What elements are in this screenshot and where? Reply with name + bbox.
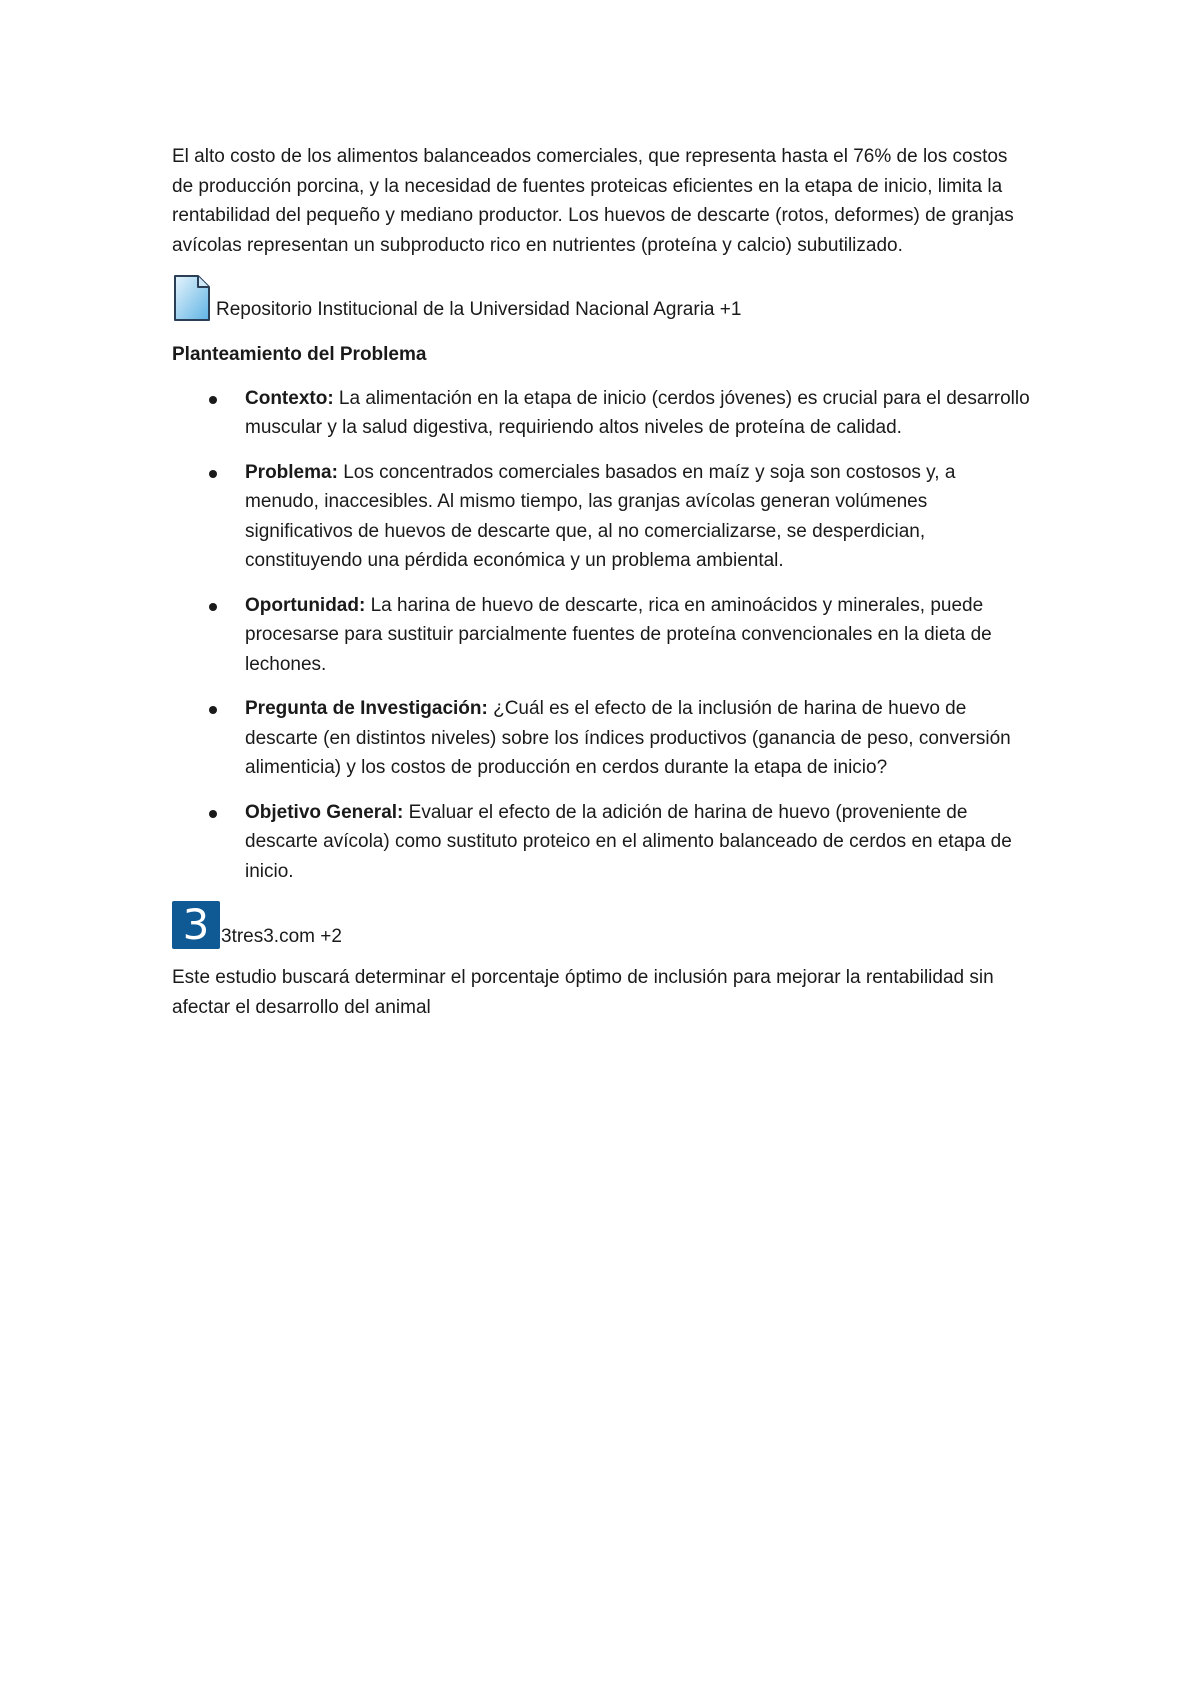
list-item [172,591,1032,680]
list-item [172,798,1032,887]
bullet-text: La alimentación en la etapa de inicio (cerdos jóvenes) es crucial para el desarrollo muscular y la salud digestiva, requiriendo altos niveles de proteína de calidad. [245,387,1030,438]
source-citation-repositorio[interactable] [172,274,1032,322]
bullet-dot [209,470,217,478]
source-citation-text: Repositorio Institucional de la Universidad Nacional Agraria +1 [216,299,742,320]
list-item [172,694,1032,783]
bullet-text: ¿Cuál es el efecto de la inclusión de harina de huevo de descarte (en distintos niveles) sobre los índices productivos (ganancia de peso, conversión alimenticia) y los costos de producción en cerdos durante la etapa de inicio? [245,698,1011,778]
document-body [172,142,1032,1022]
bullet-label: Oportunidad: [245,594,366,616]
bullet-dot [209,706,217,714]
list-item [172,384,1032,443]
bullet-dot [209,603,217,611]
list-item [172,458,1032,576]
closing-paragraph: Este estudio buscará determinar el porcentaje óptimo de inclusión para mejorar la rentabilidad sin afectar el desarrollo del animal [172,967,994,1018]
bullet-label: Problema: [245,461,338,483]
document-icon [172,274,212,322]
bullet-text: Evaluar el efecto de la adición de harina de huevo (proveniente de descarte avícola) como sustituto proteico en el alimento balanceado de cerdos en etapa de inicio. [245,801,1012,882]
bullet-text: Los concentrados comerciales basados en maíz y soja son costosos y, a menudo, inaccesibles. Al mismo tiempo, las granjas avícolas generan volúmenes significativos de huevos de descarte que, al no comercializarse, se desperdician, constituyendo una pérdida económica y un problema ambiental. [245,461,956,571]
source-citation-3tres3[interactable] [172,901,1032,949]
problem-bullet-list [172,384,1032,887]
3tres3-logo-icon: 3 [172,901,220,949]
intro-paragraph: El alto costo de los alimentos balanceados comerciales, que representa hasta el 76% de los costos de producción porcina, y la necesidad de fuentes proteicas eficientes en la etapa de inicio, limita la rentabilidad del pequeño y mediano productor. Los huevos de descarte (rotos, deformes) de granjas avícolas representan un subproducto rico en nutrientes (proteína y calcio) subutilizado. [172,146,1014,256]
bullet-label: Objetivo General: [245,801,404,823]
section-heading: Planteamiento del Problema [172,344,427,365]
bullet-dot [209,810,217,818]
bullet-text: La harina de huevo de descarte, rica en aminoácidos y minerales, puede procesarse para sustituir parcialmente fuentes de proteína convencionales en la dieta de lechones. [245,594,992,675]
bullet-label: Pregunta de Investigación: [245,698,488,719]
source-citation-text: 3tres3.com +2 [221,926,342,947]
bullet-dot [209,396,217,404]
bullet-label: Contexto: [245,387,334,409]
